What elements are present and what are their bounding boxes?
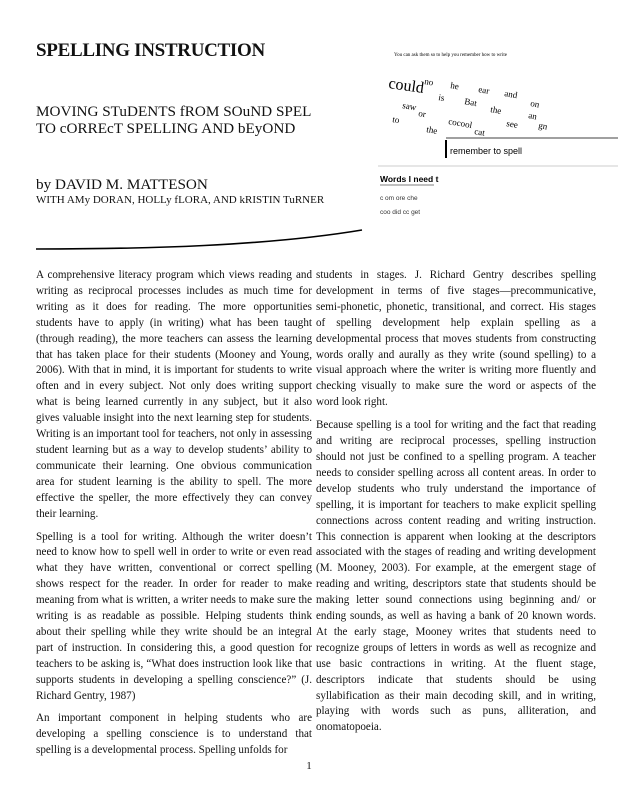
scrawl-word: the: [425, 124, 439, 136]
subtitle-line-2: TO cORREcT SPELLING AND bEyOND: [36, 120, 296, 137]
scrawl-word: cat: [473, 126, 486, 138]
author-byline: by DAVID M. MATTESON: [36, 176, 208, 193]
handwriting-note: You can ask them so to help you remember how to write: [394, 53, 507, 58]
scrawl-word: and: [503, 88, 519, 101]
student-spelling-sample-image: [378, 44, 618, 244]
right-column: [316, 268, 596, 743]
scrawl-word: gn: [537, 120, 549, 132]
reminder-strip-label: remember to spell: [450, 146, 523, 156]
scrawl-word: the: [489, 104, 503, 116]
scrawl-word: is: [437, 92, 446, 104]
reminder-strip: [446, 138, 618, 158]
handwritten-page: [387, 53, 548, 138]
paragraph: An important component in helping students who are developing a spelling conscience is to understand that spelling is a developmental process. Spelling unfolds for: [36, 712, 312, 757]
paragraph: Because spelling is a tool for writing and the fact that reading and writing are reciprocal processes, spelling instruction should not just be confined to a spelling program. A teacher needs to consider spelling across all content areas. In order to develop students who truly understand the importance of spelling, it is important for teachers to make explicit spelling connections across content reading and writing instruction. This connection is apparent when looking at the descriptors associated with the stages of reading and writing development (M. Mooney, 2003). For example, at the emergent stage of reading and writing, descriptors state that students should be making letter sound connections using beginning and/ or ending sounds, as well as having a bank of 20 known words. At the early stage, Mooney writes that students need to recognize groups of letters in words as well as recognize and use basic contractions in writing. At the fluent stage, descriptors indicate that students should be using syllabification as their main decoding skill, and in writing, playing with words such as puns, alliteration, and onomatopoeia.: [316, 419, 596, 734]
page-number: 1: [306, 760, 312, 772]
word-card-row: c om ore che: [380, 195, 418, 202]
article-subtitle: [36, 103, 361, 137]
scrawl-word: on: [529, 98, 541, 110]
scrawl-word: could: [387, 75, 426, 97]
scrawl-word: no: [423, 76, 435, 88]
word-card-row: coo did cc get: [380, 209, 421, 216]
scrawl-word: see: [505, 118, 519, 130]
scrawl-word: ear: [477, 84, 491, 96]
scrawl-word: saw: [401, 100, 418, 113]
scrawl-word: or: [417, 108, 427, 120]
left-column: [36, 268, 312, 766]
scrawl-word: he: [449, 80, 460, 92]
co-authors: WITH AMy DORAN, HOLLy fLORA, AND kRISTIN TuRNER: [36, 194, 325, 206]
paragraph: Spelling is a tool for writing. Although the writer doesn’t need to know how to spell well in order to write or even read what they have written, conventional or correct spelling shows respect for the reader. In order for reader to make meaning from what is written, a writer needs to make sure the writing is as readable as possible. Helping students think about their spelling while they write should be an integral part of instruction. In considering this, a good question for teachers to be asking is, “What does instruction look like that supports students in developing a spelling conscience?” (J. Richard Gentry, 1987): [36, 530, 312, 702]
scrawl-word: to: [391, 114, 401, 126]
decorative-curve: [36, 222, 366, 254]
subtitle-line-1: MOVING STuDENTS fROM SOuND SPEL: [36, 103, 312, 120]
word-card: [378, 166, 618, 216]
scrawl-word: cocool: [447, 116, 474, 131]
scrawl-word: Bat: [463, 96, 478, 109]
word-card-title: Words I need t: [380, 174, 439, 184]
page-title: SPELLING INSTRUCTION: [36, 40, 265, 61]
scrawl-word: an: [527, 110, 538, 122]
paragraph: students in stages. J. Richard Gentry describes spelling development in terms of five stages—precommunicative, semi-phonetic, phonetic, transitional, and correct. His stages of spelling development help explain spelling as a developmental process that moves students from constructing words orally and aurally as they write (sound spelling) to a visual approach where the writer is writing more fluently and checking visually to make sure the word or aspects of the word look right.: [316, 269, 596, 409]
paragraph: A comprehensive literacy program which views reading and writing as reciprocal processes includes as much time for writing as it does for reading. The more opportunities students have to apply (in writing) what has been taught (through reading), the more teachers can assess the learning that has taken place for their students (Mooney and Young, 2006). With that in mind, it is important for students to write often and in every subject. Not only does writing support what is being learned currently in any subject, but it also gives valuable insight into the next learning step for students. Writing is an important tool for teachers, not only in assessing student learning but as a way to develop students’ ability to communicate their learning. One obvious communication area for student learning is the ability to spell. The more effective the speller, the more effectively they can convey their learning.: [36, 269, 312, 520]
